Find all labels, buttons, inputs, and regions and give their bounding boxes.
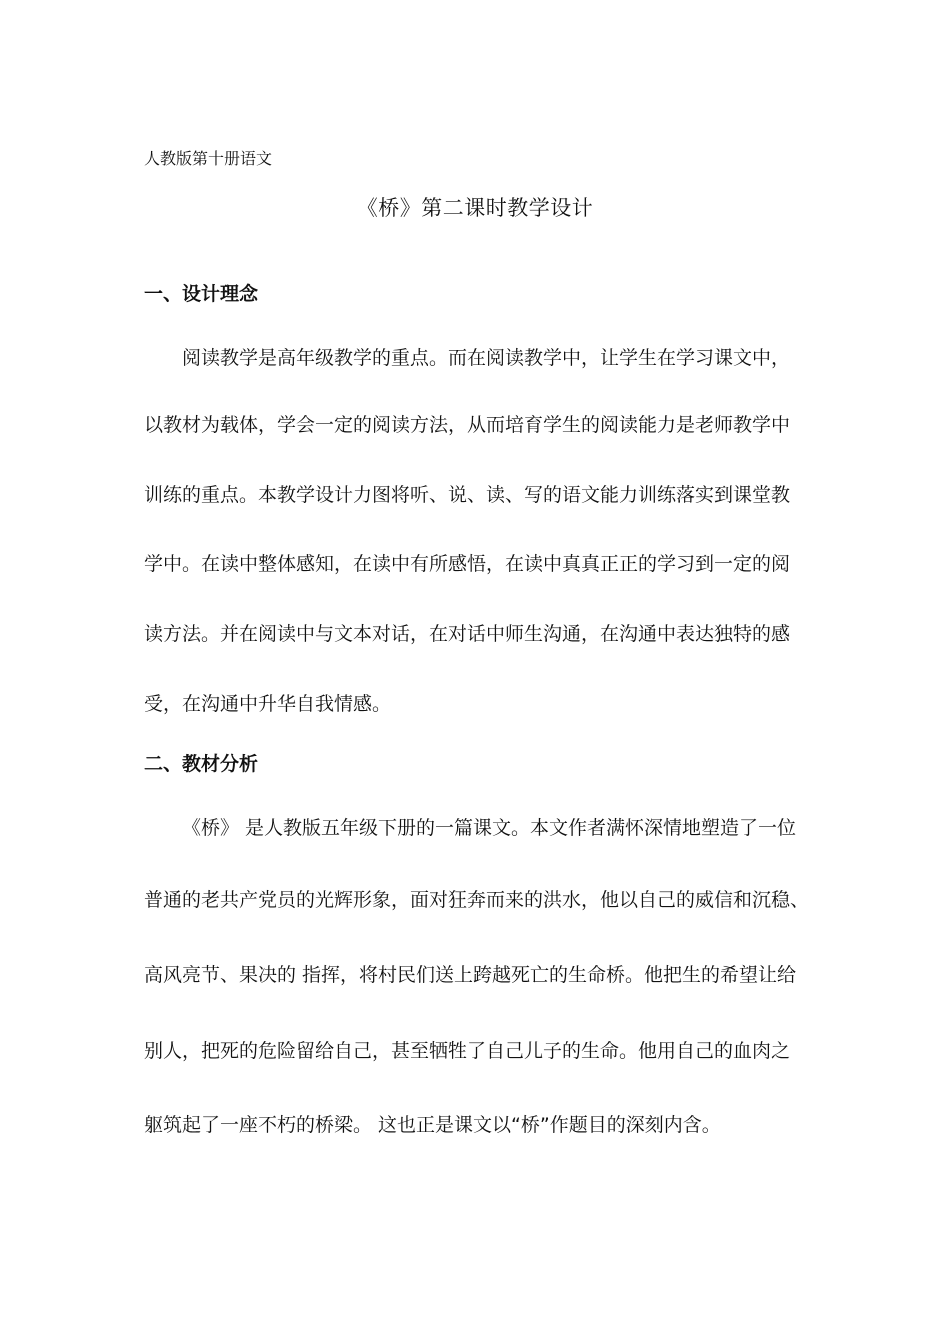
document-header: 人教版第十册语文 [144,149,273,168]
paragraph-line: 普通的老共产党员的光辉形象，面对狂奔而来的洪水，他以自己的威信和沉稳、 [144,889,810,911]
paragraph-line: 阅读教学是高年级教学的重点。而在阅读教学中，让学生在学习课文中， [182,347,791,369]
section-heading-design-concept: 一、设计理念 [144,283,259,305]
paragraph-line: 训练的重点。本教学设计力图将听、说、读、写的语文能力训练落实到课堂教 [144,484,791,506]
paragraph-line: 以教材为载体，学会一定的阅读方法，从而培育学生的阅读能力是老师教学中 [144,414,791,436]
paragraph-line: 别人，把死的危险留给自己，甚至牺牲了自己儿子的生命。他用自己的血肉之 [144,1040,791,1062]
paragraph-line: 学中。在读中整体感知，在读中有所感悟，在读中真真正正的学习到一定的阅 [144,553,791,575]
paragraph-line: 受，在沟通中升华自我情感。 [144,693,392,715]
document-title: 《桥》第二课时教学设计 [356,196,594,220]
paragraph-line: 《桥》 是人教版五年级下册的一篇课文。本文作者满怀深情地塑造了一位 [182,817,797,839]
paragraph-line: 读方法。并在阅读中与文本对话，在对话中师生沟通，在沟通中表达独特的感 [144,623,791,645]
paragraph-line: 躯筑起了一座不朽的桥梁。 这也正是课文以“桥”作题目的深刻内含。 [144,1114,721,1136]
paragraph-line: 高风亮节、果决的 指挥，将村民们送上跨越死亡的生命桥。他把生的希望让给 [144,964,797,986]
section-heading-textbook-analysis: 二、教材分析 [144,753,259,775]
